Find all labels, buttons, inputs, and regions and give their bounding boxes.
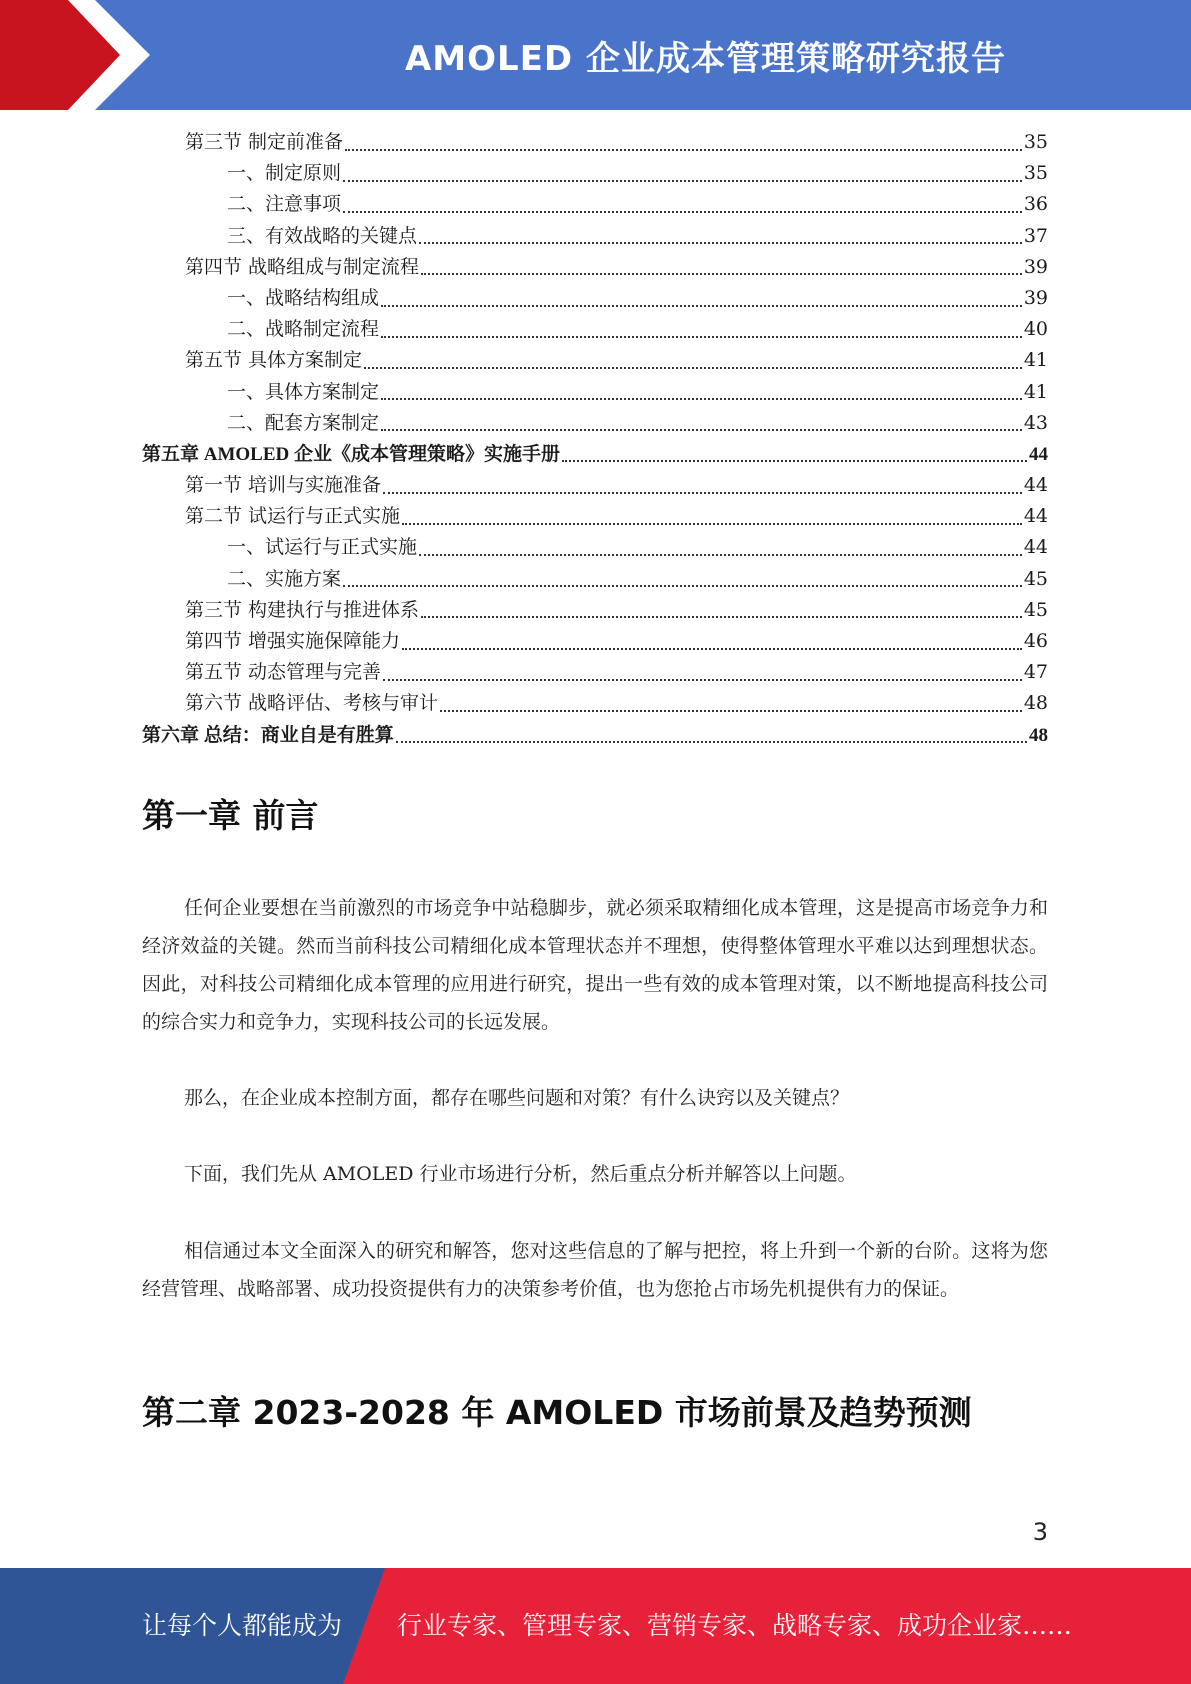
toc-entry-title: 一、试运行与正式实施: [227, 536, 418, 559]
toc-entry-title: 二、实施方案: [227, 567, 342, 590]
toc-dot-leader: [419, 554, 1022, 556]
toc-dot-leader: [381, 398, 1022, 400]
body-paragraph: 下面，我们先从 AMOLED 行业市场进行分析，然后重点分析并解答以上问题。: [184, 1163, 857, 1185]
toc-entry[interactable]: [142, 283, 1048, 314]
toc-dot-leader: [402, 523, 1022, 525]
toc-entry-title: 一、具体方案制定: [227, 380, 380, 403]
toc-entry[interactable]: [142, 626, 1048, 657]
toc-entry[interactable]: [142, 345, 1048, 376]
toc-entry-title: 第一节 培训与实施准备: [185, 474, 382, 497]
toc-entry-page: 46: [1023, 630, 1048, 652]
header-red-chevron: [0, 0, 150, 110]
toc-entry[interactable]: [142, 314, 1048, 345]
table-of-contents: [142, 127, 1048, 751]
toc-dot-leader: [364, 367, 1022, 369]
toc-entry-page: 39: [1023, 286, 1048, 309]
page-header: [0, 0, 1191, 110]
footer-tagline: 行业专家、管理专家、营销专家、战略专家、成功企业家……: [397, 1611, 1073, 1640]
toc-dot-leader: [421, 616, 1022, 618]
toc-entry[interactable]: [142, 158, 1048, 189]
toc-entry-title: 第五节 动态管理与完善: [185, 661, 382, 684]
toc-entry-title: 二、注意事项: [227, 193, 342, 216]
toc-entry-page: 40: [1023, 318, 1048, 341]
toc-dot-leader: [383, 679, 1022, 681]
toc-dot-leader: [402, 648, 1022, 650]
toc-entry-page: 44: [1023, 536, 1048, 559]
toc-entry-title: 第六章 总结：商业自是有胜算: [142, 724, 394, 746]
toc-entry-title: 二、战略制定流程: [227, 318, 380, 341]
toc-entry-title: 一、制定原则: [227, 162, 342, 185]
toc-dot-leader: [343, 180, 1022, 182]
toc-entry-page: 48: [1023, 692, 1048, 715]
toc-entry-title: 第四节 战略组成与制定流程: [185, 255, 420, 278]
toc-entry-page: 35: [1023, 162, 1048, 185]
toc-entry-page: 45: [1023, 567, 1048, 590]
toc-dot-leader: [381, 305, 1022, 307]
toc-dot-leader: [381, 336, 1022, 338]
toc-entry-title: 第六节 战略评估、考核与审计: [185, 692, 439, 715]
toc-entry[interactable]: [142, 252, 1048, 283]
toc-entry[interactable]: [142, 501, 1048, 532]
toc-entry[interactable]: [142, 470, 1048, 501]
toc-entry-page: 35: [1023, 131, 1048, 153]
toc-entry-title: 一、战略结构组成: [227, 286, 380, 309]
toc-entry-page: 41: [1023, 380, 1048, 403]
report-title: AMOLED 企业成本管理策略研究报告: [404, 38, 1006, 79]
body-paragraph: 任何企业要想在当前激烈的市场竞争中站稳脚步，就必须采取精细化成本管理，这是提高市场竞争力和经济效益的关键。然而当前科技公司精细化成本管理状态并不理想，使得整体管理水平难以达到理想状态。因此，对科技公司精细化成本管理的应用进行研究，提出一些有效的成本管理对策，以不断地提高科技公司的综合实力和竞争力，实现科技公司的长远发展。: [142, 897, 1048, 1033]
toc-entry-page: 37: [1023, 224, 1048, 247]
toc-dot-leader: [345, 149, 1022, 151]
toc-dot-leader: [343, 585, 1022, 587]
page-number: 3: [1032, 1518, 1048, 1546]
toc-dot-leader: [383, 492, 1022, 494]
toc-entry[interactable]: [142, 377, 1048, 408]
page-footer: [0, 1568, 1191, 1684]
toc-entry-page: 44: [1023, 505, 1048, 528]
toc-entry-title: 第三节 制定前准备: [185, 131, 344, 153]
toc-entry-title: 第四节 增强实施保障能力: [185, 630, 401, 652]
toc-entry-title: 第二节 试运行与正式实施: [185, 505, 401, 528]
body-paragraph: 那么，在企业成本控制方面，都存在哪些问题和对策？有什么诀窍以及关键点？: [184, 1087, 850, 1109]
toc-entry-page: 47: [1023, 661, 1048, 684]
toc-entry[interactable]: [142, 595, 1048, 626]
toc-entry-title: 三、有效战略的关键点: [227, 224, 418, 247]
toc-entry-title: 第五节 具体方案制定: [185, 349, 363, 372]
toc-entry-page: 39: [1023, 255, 1048, 278]
toc-dot-leader: [419, 242, 1022, 244]
toc-entry-page: 44: [1029, 443, 1048, 465]
toc-entry[interactable]: [142, 127, 1048, 158]
toc-dot-leader: [562, 460, 1027, 462]
toc-dot-leader: [421, 273, 1022, 275]
toc-entry[interactable]: [142, 688, 1048, 719]
toc-entry-page: 41: [1023, 349, 1048, 372]
toc-entry-page: 44: [1023, 474, 1048, 497]
footer-slogan: 让每个人都能成为: [142, 1611, 343, 1640]
toc-entry[interactable]: [142, 532, 1048, 563]
toc-entry-title: 二、配套方案制定: [227, 411, 380, 434]
toc-entry-title: 第五章 AMOLED 企业《成本管理策略》实施手册: [142, 443, 561, 465]
chapter-heading: 第二章 2023-2028 年 AMOLED 市场前景及趋势预测: [142, 1393, 972, 1432]
toc-dot-leader: [343, 211, 1022, 213]
toc-entry[interactable]: [142, 657, 1048, 688]
toc-entry-page: 45: [1023, 598, 1048, 621]
toc-entry-title: 第三节 构建执行与推进体系: [185, 598, 420, 621]
toc-dot-leader: [381, 429, 1022, 431]
toc-entry-page: 36: [1023, 193, 1048, 216]
toc-entry-page: 43: [1023, 411, 1048, 434]
toc-entry-page: 48: [1029, 724, 1048, 746]
chapter-heading: 第一章 前言: [142, 796, 319, 835]
toc-entry[interactable]: [142, 408, 1048, 439]
toc-entry[interactable]: [142, 564, 1048, 595]
toc-entry[interactable]: [142, 221, 1048, 252]
toc-dot-leader: [440, 710, 1022, 712]
toc-dot-leader: [396, 741, 1027, 743]
toc-entry[interactable]: [142, 720, 1048, 751]
toc-entry[interactable]: [142, 439, 1048, 470]
body-paragraph: 相信通过本文全面深入的研究和解答，您对这些信息的了解与把控，将上升到一个新的台阶。这将为您经营管理、战略部署、成功投资提供有力的决策参考价值，也为您抢占市场先机提供有力的保证。: [142, 1240, 1048, 1300]
toc-entry[interactable]: [142, 189, 1048, 220]
